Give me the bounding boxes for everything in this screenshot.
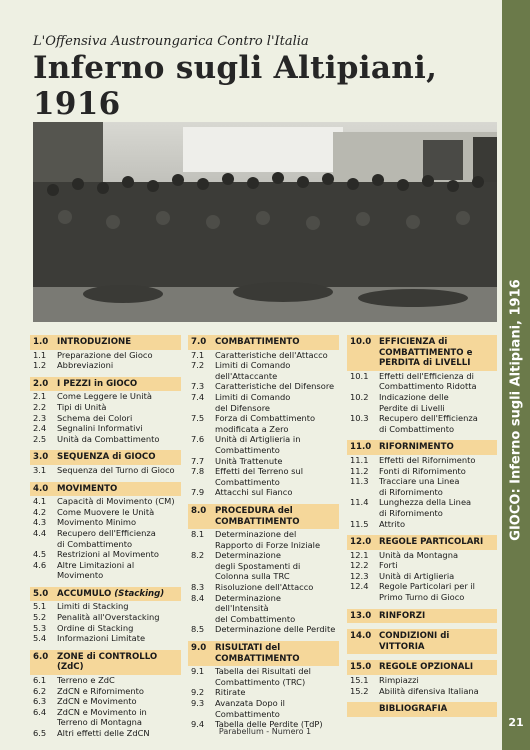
toc-entry [347,581,497,592]
toc-entry-number: 2.4 [33,423,47,434]
toc-section [30,450,181,475]
toc-entry-label: di Combattimento [379,423,455,434]
toc-entry-number [191,371,215,382]
toc-entry-number: 3.1 [33,464,47,475]
toc-entry [188,698,339,709]
toc-entry-label: Unità di Artiglieria in [215,434,301,445]
toc-section-heading [188,504,339,529]
toc-entry [30,391,181,402]
toc-entry-number: 7.2 [191,360,205,371]
page-subtitle: L'Offensiva Austroungarica Contro l'Italia [33,34,309,49]
toc-entry-number: 7.5 [191,413,205,424]
toc-section-title: RINFORZI [379,610,426,621]
toc-column-2 [188,335,339,736]
toc-entry-label: Unità Trattenute [215,455,283,466]
toc-entry-number: 11.5 [350,518,369,529]
toc-entry-number: 9.1 [191,666,205,677]
toc-entry-number: 12.2 [350,560,369,571]
toc-section-number: 3.0 [33,452,49,463]
toc-entry [347,392,497,403]
toc-entry-label: Limiti di Comando [215,391,291,402]
toc-entry [347,413,497,424]
toc-entry-number: 12.4 [350,581,369,592]
toc-entry [188,381,339,392]
toc-entry-number: 6.4 [33,706,47,717]
toc-entry [30,601,181,612]
toc-section-heading [30,335,181,350]
page-footer: Parabellum - Numero 1 [218,727,312,736]
page-title: Inferno sugli Altipiani, 1916 [33,50,438,122]
toc-entry-number: 7.3 [191,381,205,392]
toc-entry-number [191,709,215,720]
toc-section-number: 15.0 [350,662,372,673]
toc-entry-number: 1.2 [33,360,47,371]
toc-section [347,440,497,529]
toc-entry-number: 5.3 [33,622,47,633]
toc-section-heading [347,609,497,624]
toc-entry-label: Unità da Combattimento [57,433,160,444]
toc-entry-label: Combattimento [215,444,280,455]
toc-section-heading [30,377,181,392]
toc-entry [188,614,339,625]
toc-entry-label: Schema dei Colori [57,412,133,423]
toc-entry-number: 12.3 [350,570,369,581]
toc-entry-number [350,592,379,603]
toc-entry [188,540,339,551]
toc-entry-number: 7.8 [191,466,205,477]
toc-section-number: 12.0 [350,537,372,548]
toc-entry-label: Effetti del Terreno sul [215,466,304,477]
toc-entry-label: Risoluzione dell'Attacco [215,582,314,593]
toc-section-heading [347,629,497,654]
toc-entry-label: Recupero dell'Efficienza [57,527,156,538]
toc-entry-label: Terreno di Montagna [57,717,142,728]
toc-entry [30,360,181,371]
toc-section-number: 7.0 [191,337,207,347]
toc-section-heading [347,702,497,717]
toc-section-number [350,704,379,715]
toc-column-1 [30,335,181,745]
toc-entry-number [350,424,379,435]
toc-entry [188,593,339,614]
toc-entry-label: Tabella delle Perdite (TdP) [215,719,323,730]
toc-entry [347,519,497,530]
toc-entry-number: 5.2 [33,612,47,623]
toc-entry-number [350,487,379,498]
toc-entry [347,592,497,603]
toc-entry-number: 8.2 [191,550,205,561]
toc-section [347,609,497,624]
toc-section-title: EFFICIENZA di COMBATTIMENTO e PERDITA di LIVELLI [379,337,473,369]
toc-entry [188,392,339,403]
toc-entry [188,466,339,477]
toc-entry [347,403,497,414]
toc-section [188,641,339,730]
toc-entry [347,466,497,477]
toc-entry-label: Informazioni Limitate [57,633,146,644]
toc-entry-label: del Combattimento [215,613,296,624]
toc-entry [347,424,497,435]
toc-entry-number: 8.5 [191,624,205,635]
toc-entry [347,560,497,571]
toc-entry-number: 7.7 [191,455,205,466]
toc-entry-label: Tipi di Unità [57,401,107,412]
toc-entry-number [191,677,215,688]
toc-section-title: PROCEDURA del COMBATTIMENTO [215,505,300,527]
toc-entry [188,413,339,424]
toc-section-title: ACCUMULO (Stacking) [57,588,165,599]
toc-entry-number [350,403,379,414]
toc-entry [30,402,181,413]
toc-section [30,587,181,644]
toc-entry-number: 10.1 [350,370,369,381]
toc-section-title: COMBATTIMENTO [215,337,300,347]
toc-entry [188,677,339,688]
toc-entry-label: Terreno e ZdC [57,675,115,686]
toc-entry-number: 7.1 [191,349,205,360]
toc-entry-label: Recupero dell'Efficienza [379,413,478,424]
toc-section-title: MOVIMENTO [57,483,118,494]
toc-entry-label: Altre Limitazioni al Movimento [57,559,135,581]
toc-entry [188,666,339,677]
toc-entry [30,707,181,718]
toc-entry-number: 8.1 [191,529,205,540]
toc-section-heading [30,482,181,497]
toc-entry [30,539,181,550]
toc-entry [347,686,497,697]
toc-section [30,335,181,371]
toc-entry-label: Lunghezza della Linea [379,497,472,508]
toc-entry-number [191,571,215,582]
toc-entry-number: 2.5 [33,433,47,444]
toc-entry-label: Forza di Combattimento [215,413,316,424]
toc-entry-number [191,614,215,625]
toc-entry-label: Indicazione delle [379,391,449,402]
toc-entry-number: 4.1 [33,496,47,507]
toc-section [188,504,339,635]
toc-entry [188,456,339,467]
toc-entry-label: ZdCN e Movimento [57,696,137,707]
toc-entry-number [191,540,215,551]
toc-entry [30,507,181,518]
toc-entry [188,434,339,445]
toc-section-heading [347,660,497,675]
toc-section-title: BIBLIOGRAFIA [379,704,448,715]
toc-section-heading [30,650,181,675]
toc-section-number: 2.0 [33,378,49,389]
toc-entry-number: 4.3 [33,517,47,528]
toc-entry-label: Ritirate [215,687,246,698]
toc-entry [347,487,497,498]
toc-entry [30,675,181,686]
toc-entry-label: Sequenza del Turno di Gioco [57,464,175,475]
toc-section-heading [347,440,497,455]
toc-section-number: 5.0 [33,588,49,599]
toc-entry-number [191,403,215,414]
toc-entry [30,549,181,560]
toc-entry-number: 12.1 [350,549,369,560]
toc-entry [188,350,339,361]
toc-entry-number: 11.3 [350,476,369,487]
soldiers-group-photo [33,122,497,322]
toc-entry-label: Ordine di Stacking [57,622,134,633]
toc-entry-label: Combattimento Ridotta [379,381,477,392]
toc-entry-number [191,561,215,572]
toc-entry-label: Come Muovere le Unità [57,506,155,517]
toc-entry-number: 1.1 [33,349,47,360]
toc-section-number: 14.0 [350,631,372,642]
toc-entry-number: 2.2 [33,401,47,412]
toc-entry [30,423,181,434]
toc-entry-number: 10.3 [350,413,369,424]
toc-section-heading [188,335,339,350]
toc-entry-label: Penalità all'Overstacking [57,612,160,623]
toc-entry-number: 11.1 [350,454,369,465]
toc-entry-label: di Rifornimento [379,486,443,497]
toc-section [347,335,497,434]
toc-section-number: 4.0 [33,483,49,494]
toc-section-number: 6.0 [33,651,49,662]
toc-entry [188,487,339,498]
toc-section [30,482,181,581]
toc-entry-number: 6.1 [33,675,47,686]
toc-entry-label: Abilità difensiva Italiana [379,685,479,696]
toc-entry-number [191,477,215,488]
toc-entry-number: 4.2 [33,506,47,517]
toc-entry-number [191,424,215,435]
toc-section-title: I PEZZI in GIOCO [57,378,138,389]
toc-entry-label: Preparazione del Gioco [57,349,153,360]
toc-section-heading [30,450,181,465]
toc-entry-label: di Rifornimento [379,507,443,518]
toc-entry [188,561,339,572]
toc-entry-number: 7.6 [191,434,205,445]
toc-entry [188,624,339,635]
toc-entry-label: Colonna sulla TRC [215,571,290,582]
toc-entry-number: 4.5 [33,549,47,560]
toc-section-title: INTRODUZIONE [57,337,132,347]
toc-entry-label: Restrizioni al Movimento [57,549,159,560]
toc-section [347,660,497,696]
toc-entry [30,623,181,634]
historical-photo [33,122,497,322]
toc-entry-number: 10.2 [350,391,369,402]
toc-entry-label: Tracciare una Linea [379,476,460,487]
toc-entry-number: 6.2 [33,685,47,696]
toc-entry-number [33,539,57,550]
toc-entry-number [350,381,379,392]
toc-entry-number: 4.6 [33,559,47,570]
toc-entry-label: Caratteristiche del Difensore [215,381,335,392]
toc-entry-label: Effetti dell'Efficienza di [379,370,474,381]
toc-entry-number: 9.3 [191,698,205,708]
toc-section [30,377,181,445]
toc-entry [188,709,339,720]
toc-entry-number: 9.4 [191,719,205,730]
toc-section-title: SEQUENZA di GIOCO [57,452,156,463]
toc-entry [188,371,339,382]
toc-entry-label: Abbreviazioni [57,360,114,371]
toc-entry-label: Unità di Artiglieria [379,570,455,581]
toc-entry-number: 11.2 [350,465,369,476]
toc-section-number: 13.0 [350,610,372,621]
toc-entry-label: Altri effetti delle ZdCN [57,728,150,738]
toc-entry-number: 2.3 [33,412,47,423]
toc-entry-label: Attrito [379,518,406,529]
toc-entry-label: Determinazione delle Perdite [215,624,336,635]
toc-section [30,650,181,739]
toc-entry-label: ZdCN e Movimento in [57,706,147,717]
toc-section-title: CONDIZIONI di VITTORIA [379,631,450,652]
toc-entry-number: 8.3 [191,582,205,593]
toc-entry [188,582,339,593]
toc-entry [347,508,497,519]
toc-entry-label: Regole Particolari per il [379,581,475,592]
toc-entry [347,571,497,582]
toc-entry-label: Combattimento [215,708,280,719]
toc-section-heading [188,641,339,666]
toc-section-title: REGOLE PARTICOLARI [379,537,484,548]
toc-entry-label: Tabella dei Risultati del [215,666,311,677]
toc-section-title: ZONE di CONTROLLO (ZdC) [57,651,158,673]
toc-entry-label: Perdite di Livelli [379,402,445,413]
toc-entry [347,381,497,392]
toc-entry-label: Combattimento [215,476,280,487]
toc-entry-label: Determinazione del [215,529,297,540]
toc-entry [30,434,181,445]
toc-entry-label: Movimento Minimo [57,517,137,528]
toc-entry [347,550,497,561]
toc-entry-label: Rimpiazzi [379,675,419,686]
toc-section [347,702,497,717]
sidebar-title: GIOCO: Inferno sugli Altipiani, 1916 [508,279,524,541]
toc-entry [188,529,339,540]
toc-entry [30,633,181,644]
toc-entry-label: Caratteristiche dell'Attacco [215,349,328,360]
toc-section [188,335,339,498]
toc-entry [188,360,339,371]
toc-entry-label: Unità da Montagna [379,549,459,560]
toc-entry-number: 6.5 [33,728,47,738]
toc-entry-label: Forti [379,560,398,571]
toc-entry-number: 6.3 [33,696,47,707]
toc-column-3 [347,335,497,723]
toc-entry-number: 15.1 [350,675,369,686]
toc-entry [188,403,339,414]
toc-entry-label: di Combattimento [57,538,133,549]
toc-entry-number: 7.9 [191,487,205,498]
toc-entry-label: Effetti del Rifornimento [379,454,476,465]
toc-entry-number: 8.4 [191,592,205,603]
toc-entry-label: del Difensore [215,402,271,413]
toc-entry-label: Fonti di Rifornimento [379,465,466,476]
toc-entry-label: degli Spostamenti di [215,560,301,571]
toc-entry-label: Limiti di Stacking [57,601,129,612]
toc-entry-number: 9.2 [191,687,205,698]
toc-entry-label: modificata a Zero [215,423,289,434]
toc-entry-label: Primo Turno di Gioco [379,592,465,603]
toc-entry-label: Avanzata Dopo il [215,698,285,708]
toc-entry-number: 7.4 [191,391,205,402]
toc-entry-label: Attacchi sul Fianco [215,487,293,498]
toc-entry [347,675,497,686]
toc-entry [30,612,181,623]
toc-entry [188,571,339,582]
toc-entry-number: 5.1 [33,601,47,612]
toc-section-number: 1.0 [33,337,49,347]
toc-entry [30,496,181,507]
toc-entry-label: Capacità di Movimento (CM) [57,496,175,507]
toc-entry-label: ZdCN e Rifornimento [57,685,144,696]
toc-entry-label: Limiti di Comando [215,360,291,371]
toc-entry-label: Rapporto di Forze Iniziale [215,539,321,550]
toc-entry-number: 15.2 [350,685,369,696]
toc-entry [188,445,339,456]
toc-entry-number: 11.4 [350,497,369,508]
toc-entry [188,477,339,488]
toc-entry-label: Segnalini Informativi [57,423,143,434]
toc-entry [30,350,181,361]
toc-entry-number: 5.4 [33,633,47,644]
toc-section-number: 9.0 [191,643,207,654]
toc-entry [188,424,339,435]
toc-entry-number [191,445,215,456]
toc-entry [347,476,497,487]
toc-entry-number: 2.1 [33,391,47,402]
toc-entry [30,696,181,707]
toc-section-number: 10.0 [350,337,372,347]
toc-section-heading [347,535,497,550]
toc-section-heading [30,587,181,602]
toc-section-title: REGOLE OPZIONALI [379,662,474,673]
toc-entry [188,550,339,561]
toc-entry-label: Determinazione dell'Intensità [215,592,281,614]
toc-entry [30,413,181,424]
toc-section [347,535,497,603]
toc-section [347,629,497,654]
toc-entry [347,371,497,382]
toc-entry-label: Combattimento (TRC) [215,676,306,687]
page-number: 21 [508,716,524,729]
toc-entry [188,687,339,698]
toc-section-number: 8.0 [191,505,207,516]
toc-entry [30,465,181,476]
toc-entry [30,528,181,539]
toc-section-title: RISULTATI del COMBATTIMENTO [215,643,300,664]
toc-entry-label: dell'Attaccante [215,370,278,381]
toc-section-number: 11.0 [350,442,372,453]
toc-section-title: RIFORNIMENTO [379,442,454,453]
toc-entry [347,497,497,508]
toc-entry-label: Come Leggere le Unità [57,391,152,402]
toc-entry [30,560,181,581]
toc-entry [30,686,181,697]
toc-entry-label: Determinazione [215,550,281,561]
toc-entry-number [350,508,379,519]
toc-entry-number: 4.4 [33,527,47,538]
toc-entry [347,455,497,466]
toc-section-heading [347,335,497,371]
toc-entry [30,517,181,528]
